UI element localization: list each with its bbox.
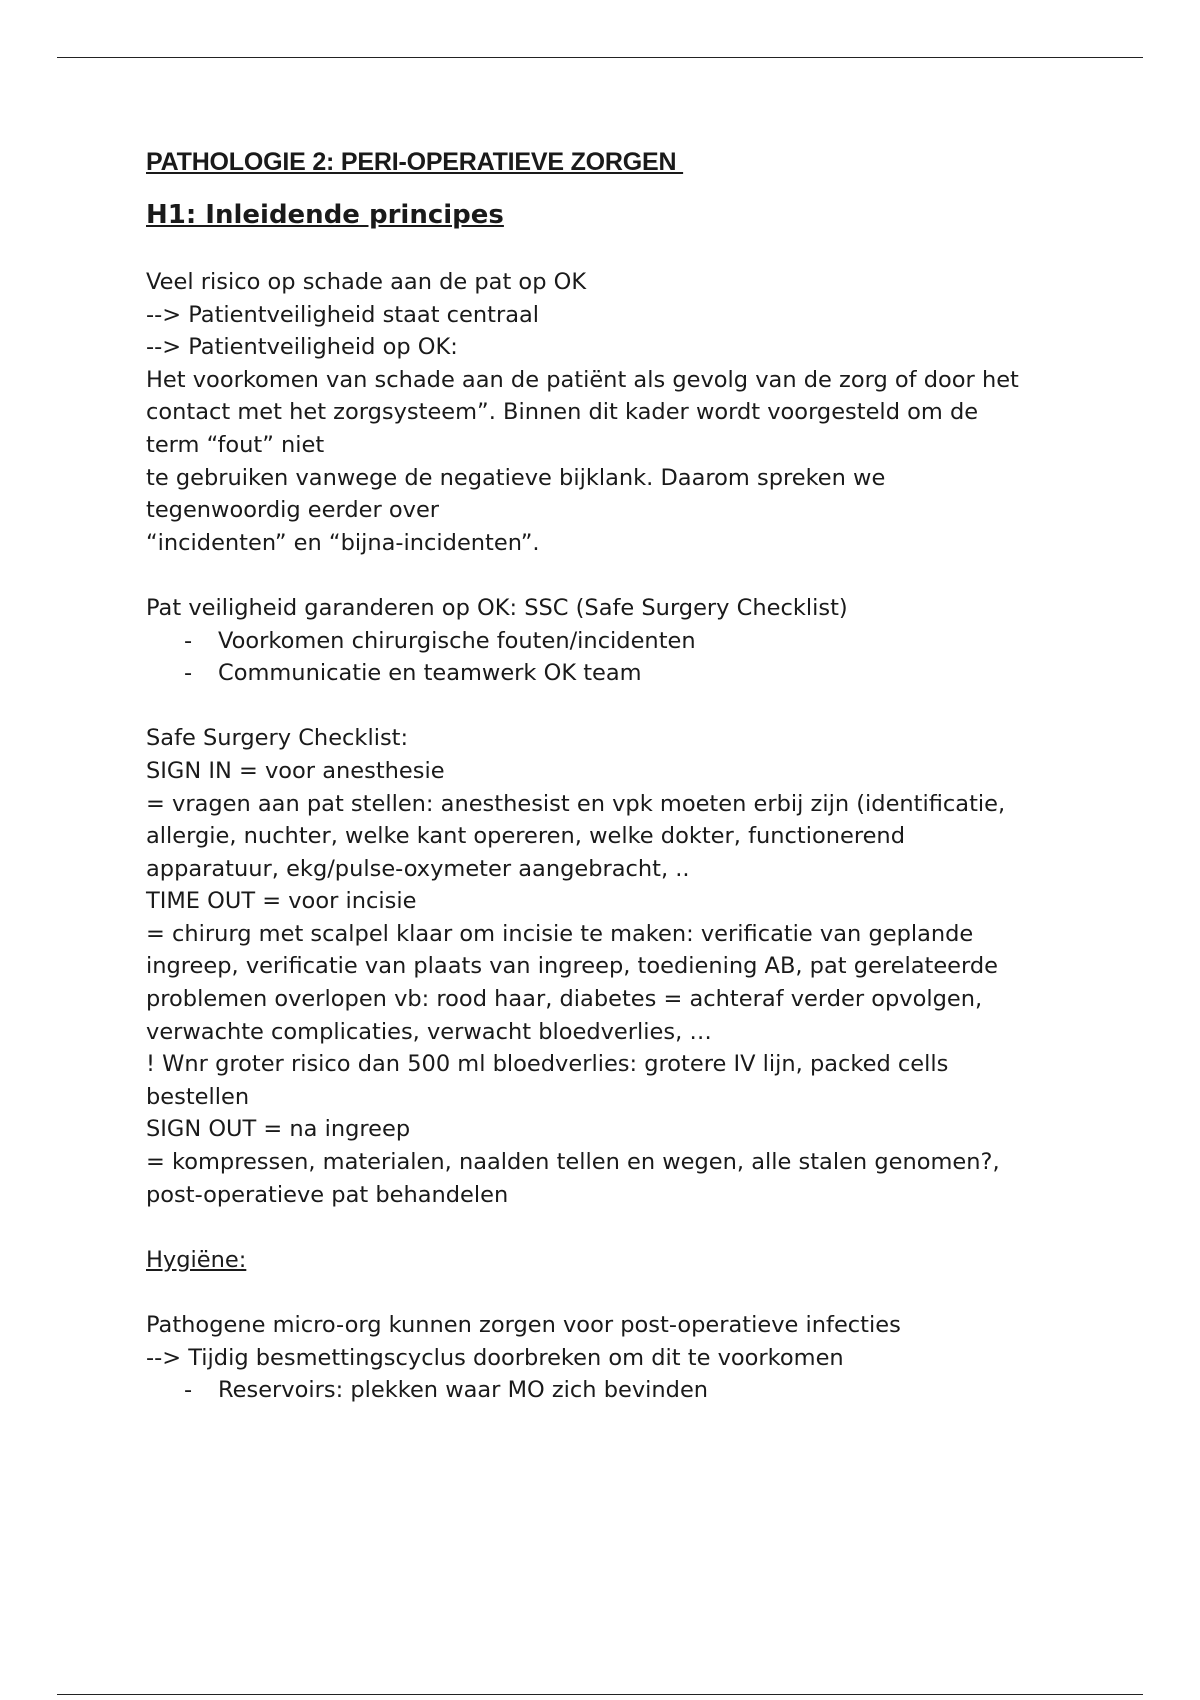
chapter-heading: H1: Inleidende principes [146, 200, 504, 230]
checklist-line: verwachte complicaties, verwacht bloedverlies, … [146, 1018, 712, 1045]
checklist-line: apparatuur, ekg/pulse-oxymeter aangebracht, .. [146, 855, 690, 882]
ssc-paragraph [146, 592, 1106, 690]
document-title: PATHOLOGIE 2: PERI-OPERATIEVE ZORGEN [146, 148, 684, 176]
ssc-intro-line: Pat veiligheid garanderen op OK: SSC (Safe Surgery Checklist) [146, 594, 848, 621]
hygiene-heading: Hygiëne: [146, 1246, 247, 1273]
bullet-item [146, 1374, 1106, 1407]
bullet-item [146, 657, 1106, 690]
bullet-item [146, 625, 1106, 658]
checklist-line: SIGN IN = voor anesthesie [146, 757, 445, 784]
blank-line [146, 1211, 1106, 1244]
blank-line [146, 1276, 1106, 1309]
intro-paragraph [146, 266, 1106, 559]
intro-line: Het voorkomen van schade aan de patiënt als gevolg van de zorg of door het [146, 366, 1019, 393]
blank-line [146, 559, 1106, 592]
checklist-paragraph [146, 722, 1106, 1211]
blank-line [146, 690, 1106, 723]
checklist-line: = chirurg met scalpel klaar om incisie te maken: verificatie van geplande [146, 920, 974, 947]
document-body [146, 266, 1106, 1407]
checklist-line: = kompressen, materialen, naalden tellen en wegen, alle stalen genomen?, [146, 1149, 1000, 1176]
intro-line: --> Patientveiligheid staat centraal [146, 301, 540, 328]
checklist-line: SIGN OUT = na ingreep [146, 1116, 411, 1143]
checklist-line: ! Wnr groter risico dan 500 ml bloedverlies: grotere IV lijn, packed cells [146, 1051, 949, 1078]
intro-line: Veel risico op schade aan de pat op OK [146, 269, 587, 295]
page-content [146, 148, 1106, 1407]
intro-line: term “fout” niet [146, 431, 325, 458]
top-rule [57, 57, 1143, 58]
hygiene-section [146, 1244, 1106, 1407]
checklist-line: TIME OUT = voor incisie [146, 888, 417, 915]
checklist-line: bestellen [146, 1083, 250, 1110]
bullet-marker: - [184, 660, 193, 687]
checklist-line: problemen overlopen vb: rood haar, diabetes = achteraf verder opvolgen, [146, 986, 983, 1013]
intro-line: contact met het zorgsysteem”. Binnen dit kader wordt voorgesteld om de [146, 399, 979, 426]
bullet-text: Communicatie en teamwerk OK team [218, 660, 642, 687]
bullet-text: Reservoirs: plekken waar MO zich bevinden [218, 1377, 709, 1404]
hygiene-line: --> Tijdig besmettingscyclus doorbreken om dit te voorkomen [146, 1344, 844, 1371]
hygiene-line: Pathogene micro-org kunnen zorgen voor post-operatieve infecties [146, 1312, 901, 1338]
intro-line: te gebruiken vanwege de negatieve bijklank. Daarom spreken we [146, 464, 886, 491]
intro-line: “incidenten” en “bijna-incidenten”. [146, 529, 540, 556]
checklist-line: Safe Surgery Checklist: [146, 725, 409, 752]
checklist-line: post-operatieve pat behandelen [146, 1181, 509, 1208]
intro-line: --> Patientveiligheid op OK: [146, 334, 458, 361]
checklist-line: = vragen aan pat stellen: anesthesist en vpk moeten erbij zijn (identificatie, [146, 790, 1006, 817]
checklist-line: ingreep, verificatie van plaats van ingreep, toediening AB, pat gerelateerde [146, 953, 998, 980]
checklist-line: allergie, nuchter, welke kant opereren, welke dokter, functionerend [146, 823, 905, 850]
bullet-marker: - [184, 1377, 193, 1404]
bottom-rule [57, 1694, 1143, 1695]
intro-line: tegenwoordig eerder over [146, 497, 440, 524]
bullet-marker: - [184, 627, 193, 654]
bullet-text: Voorkomen chirurgische fouten/incidenten [218, 627, 696, 654]
